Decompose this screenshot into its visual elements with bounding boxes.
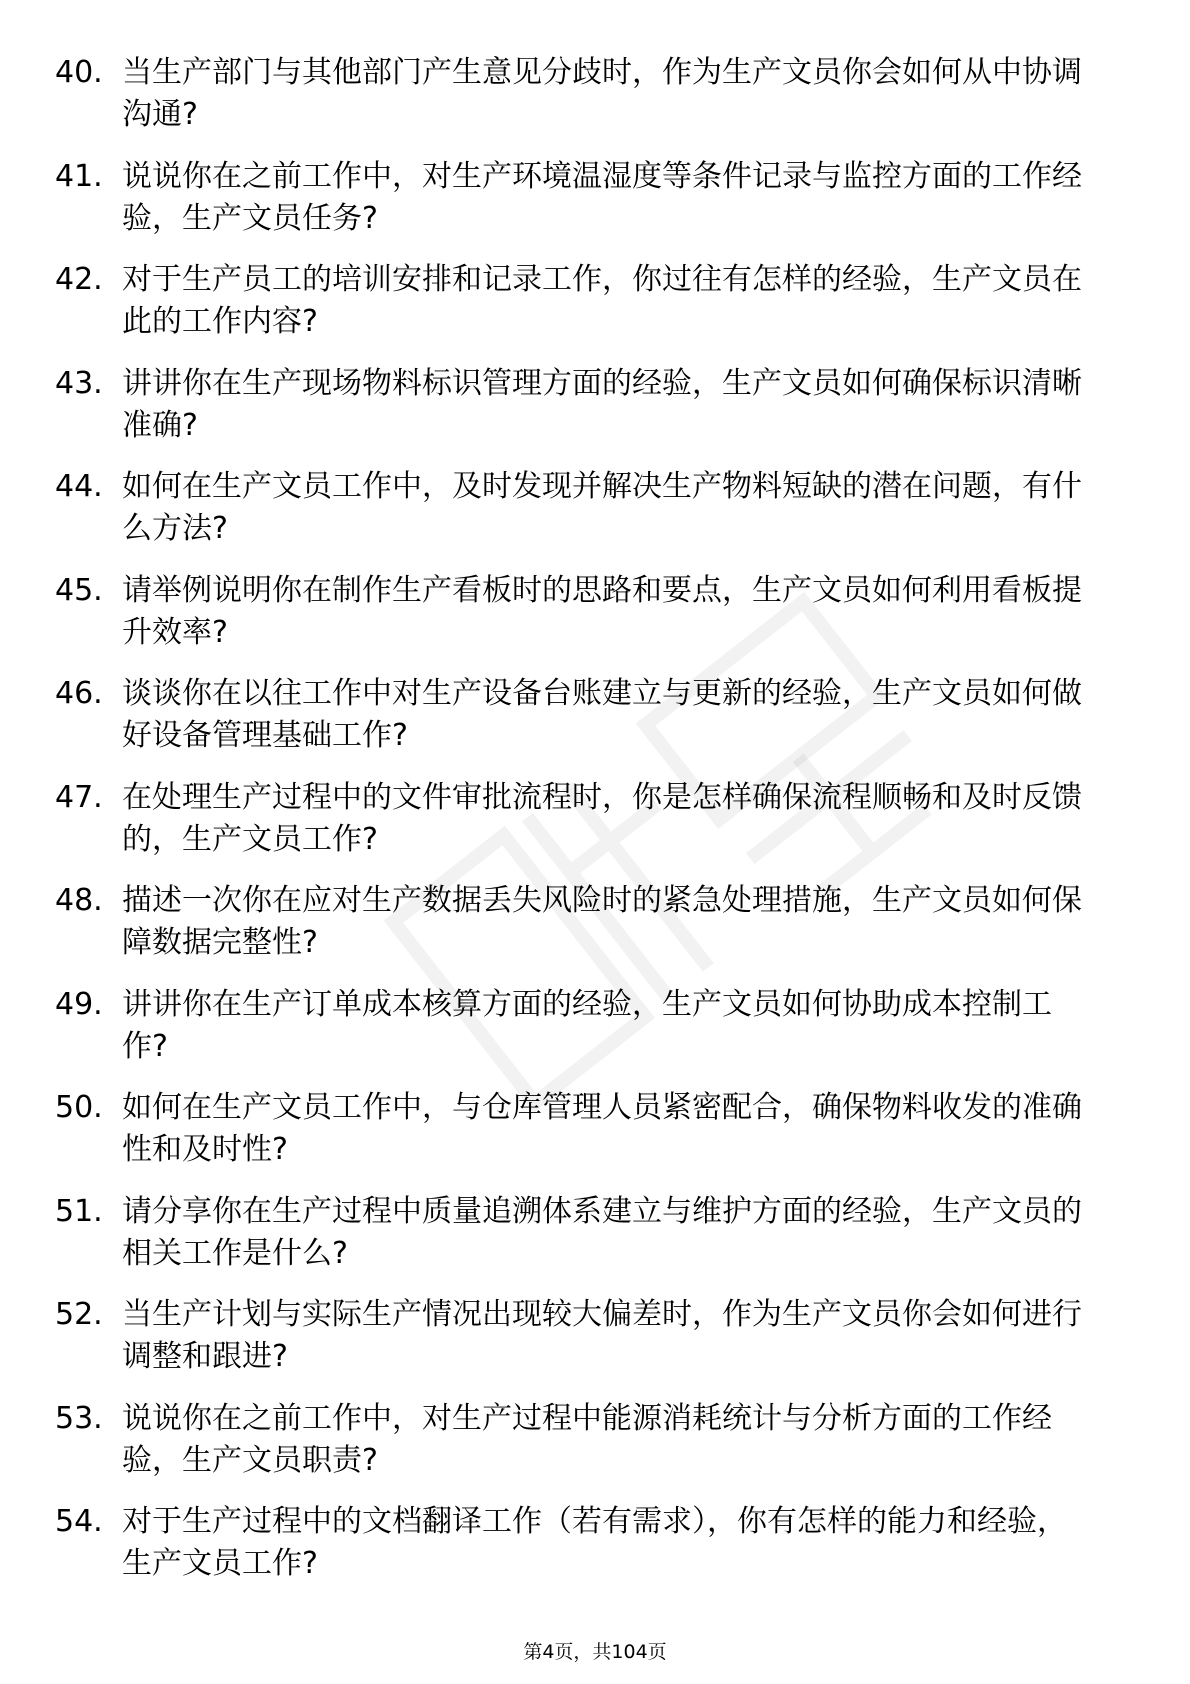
- question-text: 对于生产过程中的文档翻译工作（若有需求），你有怎样的能力和经验，生产文员工作?: [122, 1504, 1067, 1581]
- question-item: [55, 1398, 1095, 1502]
- question-item: [55, 1087, 1095, 1191]
- question-text: 讲讲你在生产现场物料标识管理方面的经验，生产文员如何确保标识清晰准确?: [122, 365, 1082, 443]
- question-item: [55, 570, 1095, 674]
- question-item: [55, 984, 1095, 1088]
- question-item: [55, 1501, 1095, 1605]
- question-text: 谈谈你在以往工作中对生产设备台账建立与更新的经验，生产文员如何做好设备管理基础工作?: [122, 676, 1082, 753]
- question-text: 如何在生产文员工作中，及时发现并解决生产物料短缺的潜在问题，有什么方法?: [122, 469, 1082, 546]
- question-item: [55, 1294, 1095, 1398]
- question-text: 对于生产员工的培训安排和记录工作，你过往有怎样的经验，生产文员在此的工作内容?: [122, 262, 1082, 339]
- question-number: 45.: [55, 572, 103, 608]
- question-number: 40.: [55, 55, 103, 90]
- question-text: 当生产计划与实际生产情况出现较大偏差时，作为生产文员你会如何进行调整和跟进?: [122, 1297, 1082, 1374]
- question-number: 41.: [55, 158, 103, 194]
- question-text: 请举例说明你在制作生产看板时的思路和要点，生产文员如何利用看板提升效率?: [122, 572, 1082, 650]
- question-number: 51.: [55, 1193, 103, 1229]
- page-footer: [0, 1640, 1190, 1664]
- question-list: [55, 52, 1095, 1605]
- question-item: [55, 880, 1095, 984]
- question-text: 如何在生产文员工作中，与仓库管理人员紧密配合，确保物料收发的准确性和及时性?: [122, 1090, 1082, 1167]
- question-number: 54.: [55, 1504, 103, 1539]
- question-number: 46.: [55, 676, 103, 711]
- question-item: [55, 466, 1095, 570]
- question-number: 48.: [55, 883, 103, 918]
- question-item: [55, 52, 1095, 156]
- question-number: 52.: [55, 1297, 103, 1332]
- question-number: 49.: [55, 986, 103, 1022]
- page-number-label: 第4页，共104页: [523, 1641, 667, 1663]
- question-text: 讲讲你在生产订单成本核算方面的经验，生产文员如何协助成本控制工作?: [122, 986, 1052, 1064]
- question-item: [55, 1191, 1095, 1295]
- question-number: 47.: [55, 779, 103, 815]
- question-text: 说说你在之前工作中，对生产过程中能源消耗统计与分析方面的工作经验，生产文员职责?: [122, 1400, 1052, 1478]
- question-number: 43.: [55, 365, 103, 401]
- question-number: 53.: [55, 1400, 103, 1436]
- question-item: [55, 777, 1095, 881]
- question-item: [55, 363, 1095, 467]
- question-number: 42.: [55, 262, 103, 297]
- question-item: [55, 156, 1095, 260]
- question-text: 当生产部门与其他部门产生意见分歧时，作为生产文员你会如何从中协调沟通?: [122, 55, 1082, 132]
- question-item: [55, 259, 1095, 363]
- question-number: 50.: [55, 1090, 103, 1125]
- question-text: 说说你在之前工作中，对生产环境温湿度等条件记录与监控方面的工作经验，生产文员任务?: [122, 158, 1082, 236]
- question-number: 44.: [55, 469, 103, 504]
- question-text: 请分享你在生产过程中质量追溯体系建立与维护方面的经验，生产文员的相关工作是什么?: [122, 1193, 1082, 1271]
- question-item: [55, 673, 1095, 777]
- question-text: 描述一次你在应对生产数据丢失风险时的紧急处理措施，生产文员如何保障数据完整性?: [122, 883, 1082, 960]
- question-text: 在处理生产过程中的文件审批流程时，你是怎样确保流程顺畅和及时反馈的，生产文员工作?: [122, 779, 1082, 857]
